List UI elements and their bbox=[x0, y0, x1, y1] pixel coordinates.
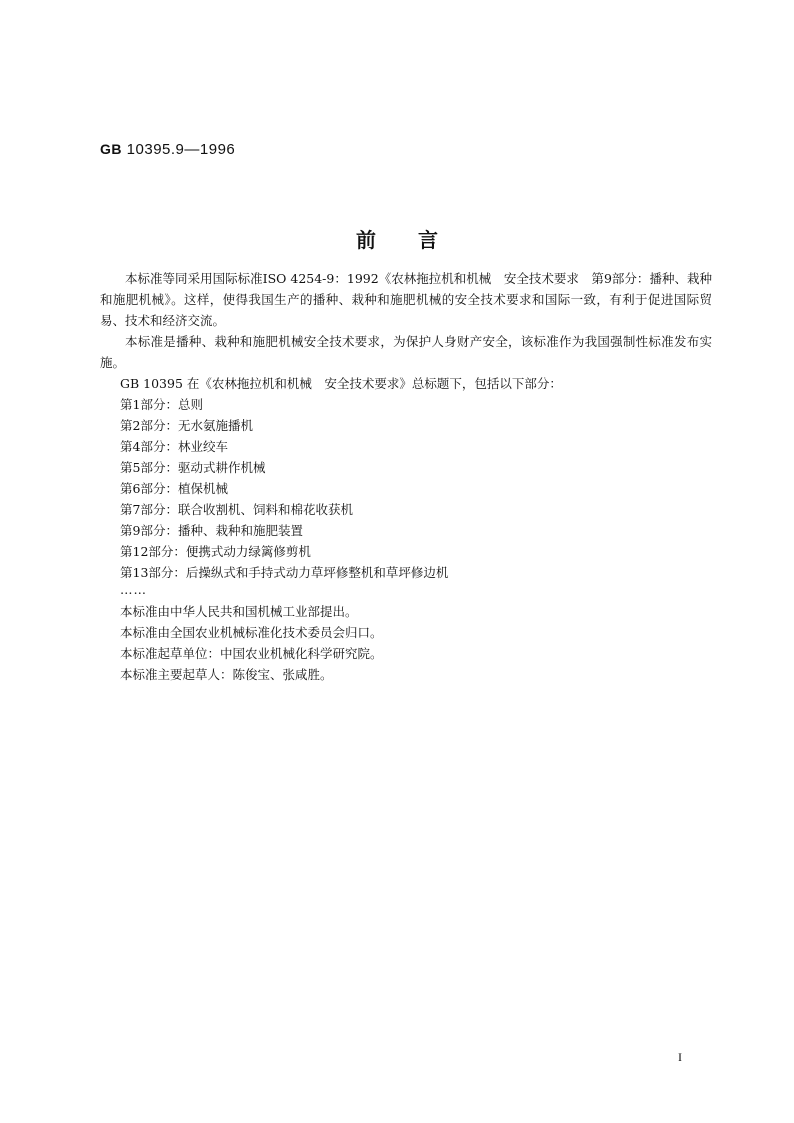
page-title: 前言 bbox=[356, 228, 480, 252]
paragraph-adoption: 本标准等同采用国际标准ISO 4254-9：1992《农林拖拉机和机械 安全技术要求 第9部分：播种、栽种和施肥机械》。这样，使得我国生产的播种、栽种和施肥机械的安全技术要求和国际一致，有利于促进国际贸易、技术和经济交流。 bbox=[100, 271, 712, 328]
part-item: 第2部分：无水氨施播机 bbox=[120, 418, 253, 433]
parts-ellipsis: …… bbox=[120, 582, 147, 597]
part-item: 第13部分：后操纵式和手持式动力草坪修整机和草坪修边机 bbox=[120, 565, 449, 580]
paragraph-mandatory: 本标准是播种、栽种和施肥机械安全技术要求，为保护人身财产安全，该标准作为我国强制性标准发布实施。 bbox=[100, 334, 712, 370]
part-item: 第12部分：便携式动力绿篱修剪机 bbox=[120, 544, 311, 559]
document-body bbox=[100, 268, 712, 685]
standard-prefix: GB bbox=[100, 141, 122, 157]
part-item: 第6部分：植保机械 bbox=[120, 481, 228, 496]
standard-code: 10395.9—1996 bbox=[126, 141, 236, 158]
part-item: 第1部分：总则 bbox=[120, 397, 203, 412]
part-item: 第4部分：林业绞车 bbox=[120, 439, 228, 454]
standard-number bbox=[100, 141, 235, 158]
part-item: 第9部分：播种、栽种和施肥装置 bbox=[120, 523, 303, 538]
closing-drafters: 本标准主要起草人：陈俊宝、张咸胜。 bbox=[120, 667, 333, 682]
part-item: 第5部分：驱动式耕作机械 bbox=[120, 460, 266, 475]
closing-drafting-unit: 本标准起草单位：中国农业机械化科学研究院。 bbox=[120, 646, 383, 661]
parts-intro: GB 10395 在《农林拖拉机和机械 安全技术要求》总标题下，包括以下部分： bbox=[120, 376, 562, 391]
closing-committee: 本标准由全国农业机械标准化技术委员会归口。 bbox=[120, 625, 383, 640]
page-number: I bbox=[678, 1050, 682, 1064]
closing-proposer: 本标准由中华人民共和国机械工业部提出。 bbox=[120, 604, 358, 619]
part-item: 第7部分：联合收割机、饲料和棉花收获机 bbox=[120, 502, 353, 517]
